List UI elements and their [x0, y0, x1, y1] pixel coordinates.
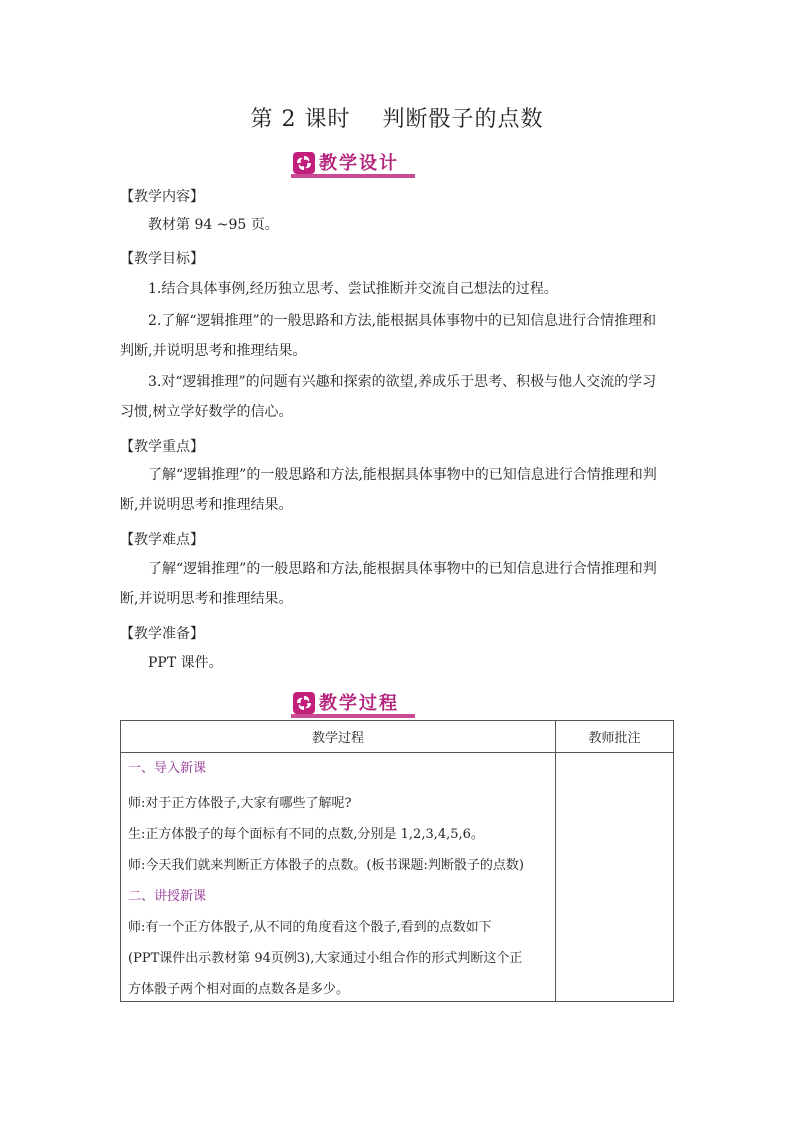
- header-notes: 教师批注: [556, 721, 674, 753]
- diff-a-text: 了解“逻辑推理”的一般思路和方法,能根据具体事物中的已知信息进行合情推理和判: [148, 561, 657, 577]
- goal-3: [120, 367, 680, 427]
- section-banner-process: [289, 686, 417, 720]
- table-header-row: [121, 721, 674, 753]
- goal-3b-text: 习惯,树立学好数学的信心。: [120, 404, 293, 420]
- banner-label: 教学过程: [319, 693, 399, 714]
- goal-2b-text: 判断,并说明思考和推理结果。: [120, 343, 307, 359]
- banner-underline: [291, 174, 415, 178]
- difficulty-text: [120, 554, 680, 614]
- goal-1: [120, 274, 680, 304]
- content-text: 教材第 94 ~95 页。: [148, 217, 279, 233]
- section-heading-intro: 一、导入新课: [128, 761, 207, 776]
- section-banner-design: [289, 146, 417, 180]
- diff-b-text: 断,并说明思考和推理结果。: [120, 591, 293, 607]
- list-item: 方体骰子两个相对面的点数各是多少。: [128, 982, 350, 997]
- process-table: [120, 720, 674, 1002]
- table-row: [121, 753, 674, 1002]
- logo-swirl-icon: [293, 692, 315, 714]
- heading-preparation: 【教学准备】: [120, 626, 204, 642]
- header-process: 教学过程: [121, 721, 556, 753]
- list-item: 师:有一个正方体骰子,从不同的角度看这个骰子,看到的点数如下: [128, 920, 492, 935]
- key-a-text: 了解“逻辑推理”的一般思路和方法,能根据具体事物中的已知信息进行合情推理和判: [148, 467, 657, 483]
- list-item: 师:今天我们就来判断正方体骰子的点数。(板书课题:判断骰子的点数): [128, 858, 524, 873]
- prep-text: PPT 课件。: [148, 655, 223, 671]
- heading-key: 【教学重点】: [120, 439, 204, 455]
- list-item: 师:对于正方体骰子,大家有哪些了解呢?: [128, 796, 352, 811]
- section-heading-teach: 二、讲授新课: [128, 889, 207, 904]
- key-b-text: 断,并说明思考和推理结果。: [120, 497, 293, 513]
- heading-content: 【教学内容】: [120, 189, 204, 205]
- goal-2: [120, 306, 680, 366]
- goal-3a-text: 3.对“逻辑推理”的问题有兴趣和探索的欲望,养成乐于思考、积极与他人交流的学习: [148, 374, 657, 390]
- logo-swirl-icon: [293, 152, 315, 174]
- goal-2a-text: 2.了解“逻辑推理”的一般思路和方法,能根据具体事物中的已知信息进行合情推理和: [148, 313, 657, 329]
- banner-underline: [291, 714, 415, 718]
- list-item: (PPT课件出示教材第 94页例3),大家通过小组合作的形式判断这个正: [128, 951, 523, 966]
- heading-difficulty: 【教学难点】: [120, 532, 204, 548]
- lesson-title: 第 2 课时 判断骰子的点数: [250, 107, 544, 132]
- goal-1-text: 1.结合具体事例,经历独立思考、尝试推断并交流自己想法的过程。: [148, 281, 558, 297]
- notes-cell[interactable]: [556, 753, 674, 1002]
- list-item: 生:正方体骰子的每个面标有不同的点数,分别是 1,2,3,4,5,6。: [128, 827, 484, 842]
- process-cell: [121, 753, 556, 1002]
- key-text: [120, 460, 680, 520]
- banner-label: 教学设计: [319, 153, 399, 174]
- text-content: [120, 210, 680, 240]
- heading-goals: 【教学目标】: [120, 251, 204, 267]
- preparation-text: [120, 648, 680, 678]
